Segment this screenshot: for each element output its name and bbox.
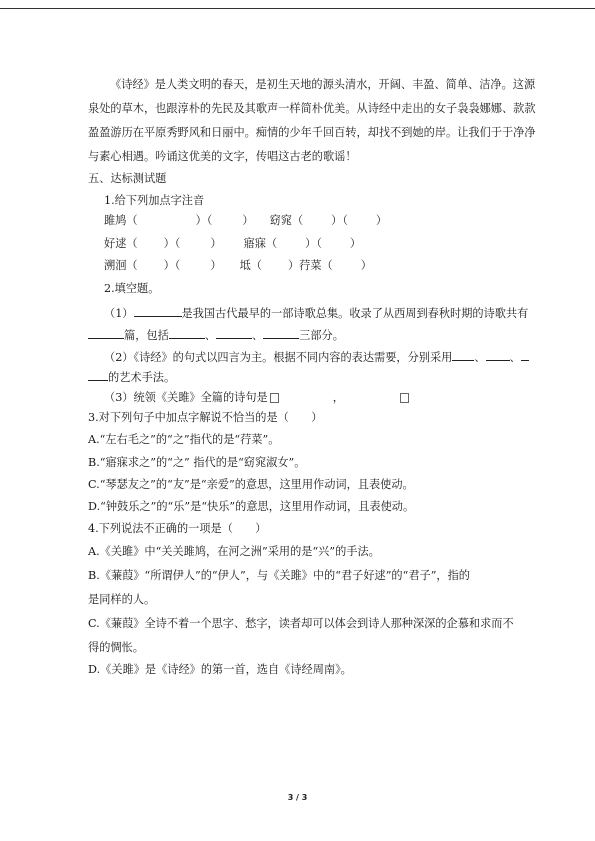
q2-item2-sep-2: 、	[509, 351, 521, 364]
q2-item-2-line-2	[88, 368, 175, 385]
q2-title: 2.填空题。	[104, 282, 160, 295]
answer-box-icon	[400, 393, 409, 403]
q1-r1-c1: 雎鸠（	[104, 214, 138, 227]
q1-r2-c5: ）（	[305, 237, 322, 250]
q2-item-1-line-1	[104, 304, 528, 321]
q1-r2-c4: 寤寐（	[243, 237, 278, 250]
q2-item1-text: 是我国古代最早的一部诗歌总集。收录了从西周到春秋时期的诗歌共有	[181, 307, 529, 320]
q4-option-b-line-1: B.《蒹葭》“所谓伊人”的“伊人”，与《关雎》中的“君子好逑”的“君子”，指的	[88, 569, 470, 582]
q1-r1-c4: 窈窕（	[269, 214, 304, 227]
q1-r1-c2: ）（	[195, 214, 213, 227]
q1-row-1	[104, 214, 387, 228]
q1-r2-c6: ）	[349, 237, 362, 250]
q2-blank-9[interactable]	[88, 368, 108, 381]
q2-item2-sep-1: 、	[474, 351, 486, 364]
q2-blank-1[interactable]	[134, 304, 182, 317]
q3-option-c: C.“琴瑟友之”的“友”是“亲爱”的意思，这里用作动词，且表使动。	[88, 478, 414, 491]
answer-box-icon	[270, 393, 279, 403]
q1-r3-c2: ）（	[163, 259, 181, 272]
q2-blank-4[interactable]	[216, 326, 252, 339]
q4-option-c-line-2: 得的惆怅。	[88, 641, 144, 654]
q1-r3-c3: ）	[210, 259, 222, 272]
q2-item1-text-d: 、	[204, 329, 216, 342]
intro-line-1: 《诗经》是人类文明的春天，是初生天地的源头清水，开阔、丰盈、简单、洁净。这源	[110, 78, 536, 91]
q3-option-b: B.“寤寐求之”的“之” 指代的是“窈窕淑女”。	[88, 456, 306, 469]
q2-item3-text: （3）统领《关雎》全篇的诗句是	[104, 391, 268, 404]
intro-line-2: 泉处的草木，也跟淳朴的先民及其歌声一样简朴优美。从诗经中走出的女子袅袅娜娜、款款	[88, 102, 536, 115]
q2-item-3	[104, 391, 411, 405]
q1-r3-c1: 溯洄（	[104, 259, 138, 272]
q3-title: 3.对下列句子中加点字解说不恰当的是（ ）	[88, 411, 323, 424]
q2-blank-7[interactable]	[486, 348, 510, 361]
q2-item3-comma: ，	[332, 391, 344, 404]
q3-option-a: A.“左右毛之”的“之”指代的是“荇菜”。	[88, 433, 280, 446]
q1-r2-c2: ）（	[163, 237, 181, 250]
q1-row-2	[104, 237, 361, 251]
q2-item-1-line-2	[88, 326, 344, 343]
q2-blank-8[interactable]	[521, 348, 529, 361]
q1-r3-c4: 坻（	[239, 259, 262, 272]
q2-blank-6[interactable]	[452, 348, 474, 361]
q4-option-d: D.《关雎》是《诗经》的第一首，选自《诗经周南》。	[88, 663, 352, 676]
q1-r3-c6: ）	[360, 259, 372, 272]
q3-option-d: D.“钟鼓乐之”的“乐”是“快乐”的意思，这里用作动词，且表使动。	[88, 500, 415, 513]
q1-r1-c5: ）（	[331, 214, 348, 227]
q2-item1-text-c: 篇，包括	[124, 329, 169, 342]
q1-row-3	[104, 259, 372, 273]
q1-r2-c1: 好逑（	[104, 237, 138, 250]
intro-line-4: 与素心相遇。吟诵这优美的文字，传唱这古老的歌谣！	[88, 150, 357, 163]
q1-r1-c3: ）	[242, 214, 254, 227]
q4-option-b-line-2: 是同样的人。	[88, 593, 156, 606]
q2-item2-text: （2）《诗经》的句式以四言为主。根据不同内容的表达需要，分别采用	[104, 351, 453, 364]
section-heading: 五、达标测试题	[88, 172, 167, 185]
q2-blank-2[interactable]	[88, 326, 124, 339]
q4-option-c-line-1: C.《蒹葭》全诗不着一个思字、愁字，读者却可以体会到诗人那种深深的企慕和求而不	[88, 617, 514, 630]
q2-item1-text-f: 三部分。	[299, 329, 344, 342]
q2-item1-text-e: 、	[251, 329, 264, 342]
q2-blank-3[interactable]	[169, 326, 205, 339]
q4-title: 4.下列说法不正确的一项是（ ）	[88, 522, 267, 535]
q1-r1-c6: ）	[375, 214, 388, 227]
page-number: 3 / 3	[287, 793, 308, 802]
q2-item1-num: （1）	[104, 307, 134, 320]
q1-r3-c5: ）荇菜（	[287, 259, 333, 272]
q2-item-2-line-1	[104, 348, 529, 365]
q1-r2-c3: ）	[210, 237, 222, 250]
header-rule	[0, 8, 595, 9]
q4-option-a: A.《关雎》中“关关雎鸠，在河之洲”采用的是“兴”的手法。	[88, 545, 380, 558]
q1-title: 1.给下列加点字注音	[104, 194, 205, 207]
q2-item2-text-d: 的艺术手法。	[108, 371, 176, 384]
intro-line-3: 盈盈游历在平原秀野风和日丽中。痴情的少年千回百转，却找不到她的岸。让我们于于净净	[88, 126, 536, 139]
q2-blank-5[interactable]	[263, 326, 299, 339]
